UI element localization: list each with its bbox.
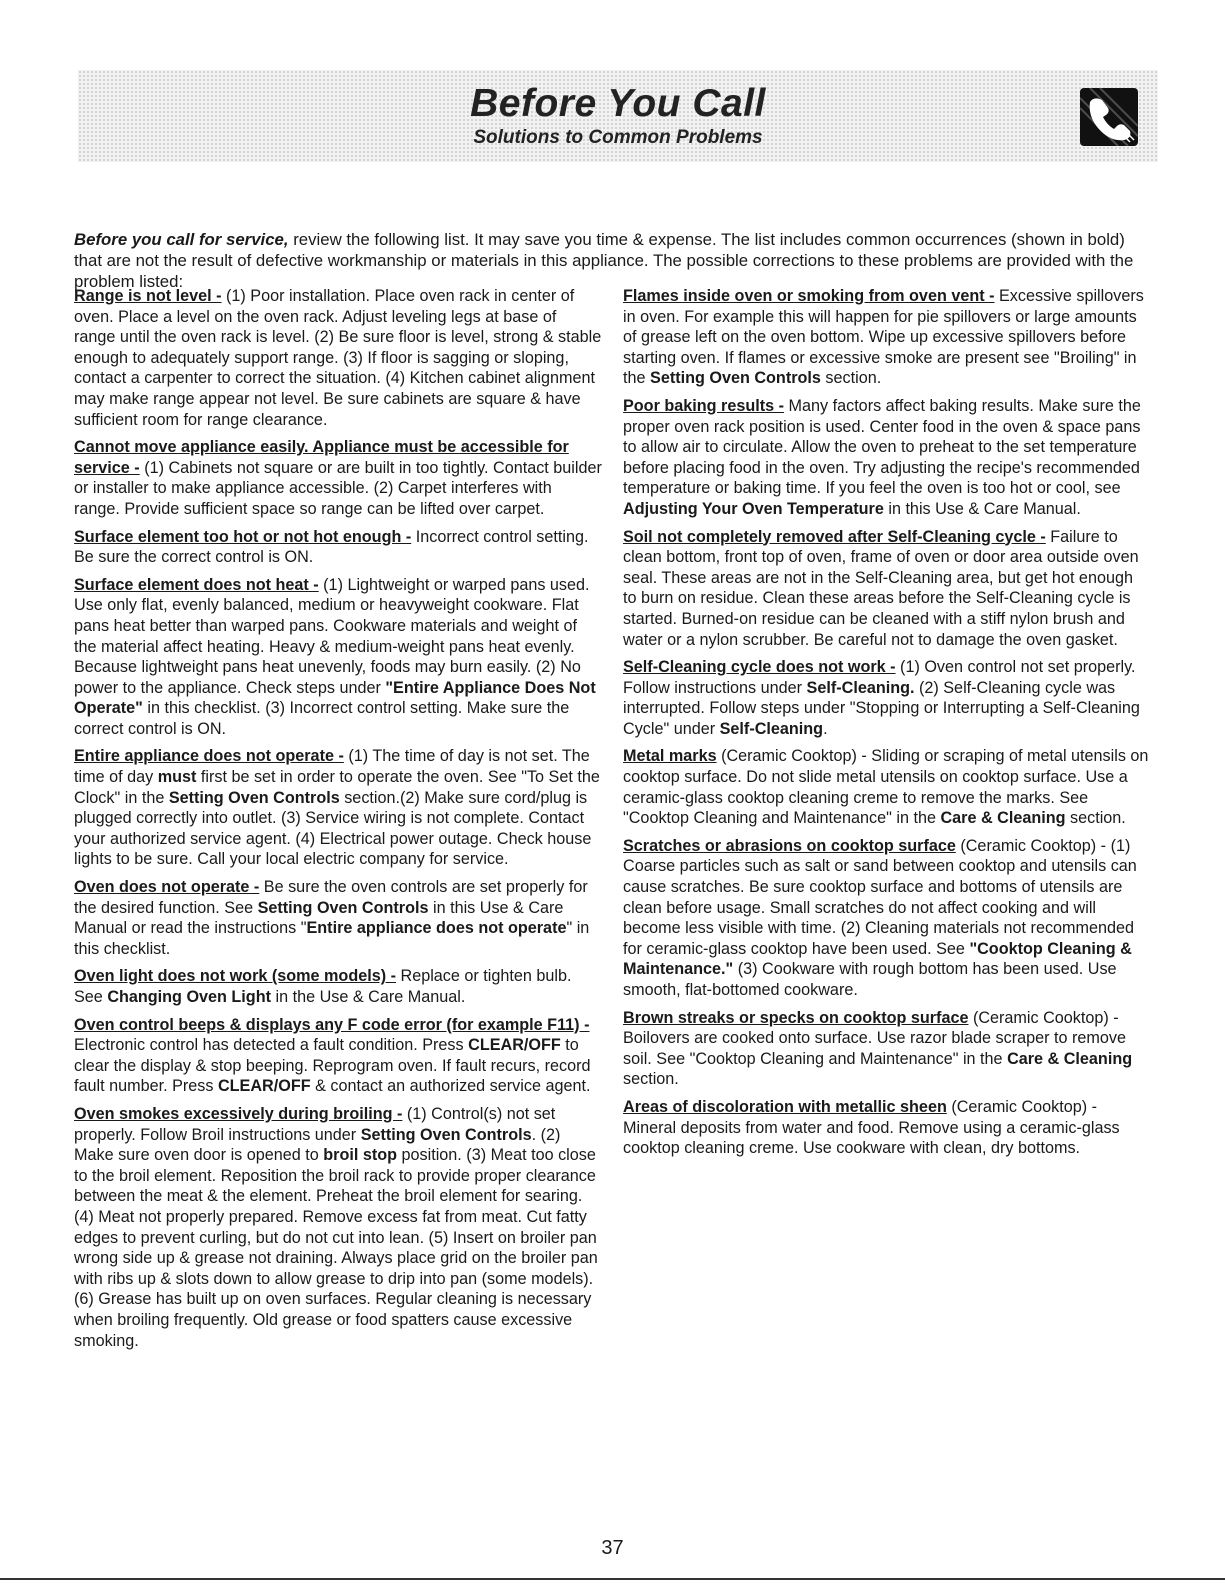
solution-text: & contact an authorized service agent. <box>310 1077 591 1096</box>
solution-text: to clear the display & stop beeping. Reprogram oven. If fault recurs, record fault number. Press <box>74 1036 591 1096</box>
right-column <box>623 286 1149 1166</box>
problem-entry <box>623 1008 1149 1090</box>
problem-entry <box>74 877 602 959</box>
solution-text: Replace or tighten bulb. See <box>74 967 572 1006</box>
solution-text: . <box>823 719 828 738</box>
problem-entry <box>623 286 1149 389</box>
intro-paragraph <box>74 229 1154 292</box>
bold-reference: Care & Cleaning <box>940 809 1066 828</box>
solution-text: (1) Lightweight or warped pans used. Use only flat, evenly balanced, medium or heavyweight cookware. Flat pans heat better than warped pans. Cookware materials and weight of the material affect heating. Heavy & medium-weight pans heat evenly. Because lightweight pans heat unevenly, foods may burn easily. (2) No power to the appliance. Check steps under <box>74 575 590 697</box>
problem-heading: Surface element too hot or not hot enough - <box>74 527 412 546</box>
solution-text: Be sure the oven controls are set properly for the desired function. See <box>74 878 588 917</box>
solution-text: (Ceramic Cooktop) - Mineral deposits from water and food. Remove using a ceramic-glass cooktop cleaning creme. Use cookware with clean, dry bottoms. <box>623 1097 1120 1158</box>
header-banner <box>78 70 1158 162</box>
bold-reference: Setting Oven Controls <box>168 788 340 807</box>
solution-text: section. <box>1065 809 1126 828</box>
solution-text: (Ceramic Cooktop) - Sliding or scraping of metal utensils on cooktop surface. Do not slide metal utensils on cooktop surface. Use a ceramic-glass cooktop cleaning creme to remove the marks. See "Cooktop Cleaning and Maintenance" in the <box>623 747 1149 828</box>
solution-text: in this checklist. (3) Incorrect control setting. Make sure the correct control is ON. <box>74 699 570 738</box>
problem-entry <box>74 966 602 1007</box>
problem-entry <box>623 746 1149 828</box>
problem-heading: Oven light does not work (some models) - <box>74 967 396 986</box>
solution-text: section. <box>623 1070 679 1089</box>
problem-heading: Entire appliance does not operate - <box>74 747 344 766</box>
problem-heading: Self-Cleaning cycle does not work - <box>623 658 896 677</box>
problem-entry <box>74 1015 602 1097</box>
solution-text: section.(2) Make sure cord/plug is plugged correctly into outlet. (3) Service wiring is not complete. Contact your authorized service agent. (4) Electrical power outage. Check house lights to be sure. Call your local electric company for service. <box>74 788 592 869</box>
problem-heading: Oven smokes excessively during broiling - <box>74 1104 403 1123</box>
solution-text: Excessive spillovers in oven. For example this will happen for pie spillovers or large amounts of grease left on the oven bottom. Wipe up excessive spillovers before starting oven. If flames or excessive smoke are present see "Broiling" in the <box>623 287 1144 388</box>
solution-text: in this Use & Care Manual or read the instructions " <box>74 898 564 938</box>
solution-text: (Ceramic Cooktop) - (1) Coarse particles such as salt or sand between cooktop and utensils can cause scratches. Be sure cooktop surface and bottoms of utensils are clean before usage. Small scratches do not affect cooking and will become less visible with time. (2) Cleaning materials not recommended for ceramic-glass cooktop have been used. See <box>623 836 1137 958</box>
bold-reference: CLEAR/OFF <box>468 1036 561 1055</box>
solution-text: first be set in order to operate the oven. See "To Set the Clock" in the <box>74 768 600 807</box>
solution-text: (1) Cabinets not square or are built in too tightly. Contact builder or installer to make appliance accessible. (2) Carpet interferes with range. Provide sufficient space so range can be lifted over carpet. <box>74 458 602 518</box>
problem-heading: Flames inside oven or smoking from oven vent - <box>623 287 995 305</box>
intro-lead: Before you call for service, <box>74 229 289 249</box>
solution-text: section. <box>820 369 882 388</box>
problem-entry <box>623 657 1149 739</box>
problem-entry <box>74 1104 602 1351</box>
problem-heading: Oven control beeps & displays any F code error (for example F11) - <box>74 1015 590 1034</box>
problem-entry <box>623 396 1149 520</box>
solution-text: in the Use & Care Manual. <box>270 988 466 1006</box>
solution-text: Failure to clean bottom, front top of oven, frame of oven or door area outside oven seal. These areas are not in the Self-Cleaning area, but get hot enough to burn on residue. Clean these areas before the Self-Cleaning cycle is started. Burned-on residue can be cleaned with a stiff nylon brush and water or a nylon scrubber. Be careful not to damage the oven gasket. <box>623 527 1139 649</box>
problem-entry <box>74 746 602 870</box>
solution-text: (3) Cookware with rough bottom has been used. Use smooth, flat-bottomed cookware. <box>623 960 1117 999</box>
problem-entry <box>74 286 602 430</box>
problem-entry <box>623 836 1149 1001</box>
bold-reference: Adjusting Your Oven Temperature <box>623 499 884 518</box>
solution-text: Electronic control has detected a fault condition. Press <box>74 1036 469 1055</box>
solution-text: (1) Oven control not set properly. Follow instructions under <box>623 658 1136 697</box>
bold-reference: Changing Oven Light <box>107 988 271 1006</box>
problem-entry <box>623 527 1149 651</box>
solution-text: (1) Control(s) not set properly. Follow Broil instructions under <box>74 1104 556 1144</box>
solution-text: Incorrect control setting. Be sure the correct control is ON. <box>74 527 589 567</box>
problem-entry <box>74 575 602 740</box>
page-number: 37 <box>601 1537 624 1559</box>
problem-heading: Cannot move appliance easily. Appliance must be accessible for service - <box>74 438 569 477</box>
bold-reference: "Cooktop Cleaning & Maintenance." <box>623 939 1132 979</box>
problem-heading: Poor baking results - <box>623 396 785 415</box>
bold-reference: Self-Cleaning. <box>806 678 915 697</box>
bold-reference: Care & Cleaning <box>1007 1049 1133 1068</box>
problem-heading: Oven does not operate - <box>74 878 260 897</box>
solution-text: " in this checklist. <box>74 919 590 958</box>
left-column <box>74 286 602 1358</box>
problem-heading: Range is not level - <box>74 287 222 305</box>
bold-reference: Setting Oven Controls <box>360 1125 532 1144</box>
solution-text: (2) Self-Cleaning cycle was interrupted. Follow steps under "Stopping or Interrupting a Self-Cleaning Cycle" under <box>623 678 1140 738</box>
problem-entry <box>623 1097 1149 1159</box>
page-subtitle: Solutions to Common Problems <box>473 127 763 148</box>
problem-heading: Areas of discoloration with metallic sheen <box>623 1097 947 1116</box>
bold-reference: CLEAR/OFF <box>217 1077 311 1096</box>
problem-entry <box>74 527 602 568</box>
problem-heading: Metal marks <box>623 747 717 766</box>
bold-reference: Self-Cleaning <box>719 719 824 738</box>
phone-icon <box>1080 88 1138 146</box>
bottom-rule <box>0 1578 1225 1580</box>
bold-reference: Setting Oven Controls <box>650 369 821 388</box>
solution-text: . (2) Make sure oven door is opened to <box>74 1125 561 1165</box>
solution-text: (1) The time of day is not set. The time of day <box>74 747 590 787</box>
bold-reference: Setting Oven Controls <box>257 898 429 917</box>
solution-text: (Ceramic Cooktop) - Boilovers are cooked onto surface. Use razor blade scraper to remove soil. See "Cooktop Cleaning and Maintenance" in the <box>623 1008 1126 1068</box>
bold-reference: broil stop <box>323 1146 398 1165</box>
solution-text: in this Use & Care Manual. <box>883 499 1081 518</box>
bold-reference: must <box>157 768 197 787</box>
problem-heading: Scratches or abrasions on cooktop surface <box>623 836 956 855</box>
solution-text: position. (3) Meat too close to the broil element. Reposition the broil rack to provide proper clearance between the meat & the element. Preheat the broil element for searing. (4) Meat not properly prepared. Remove excess fat from meat. Cut fatty edges to prevent curling, but do not cut into lean. (5) Insert on broiler pan wrong side up & grease not draining. Always place grid on the broiler pan with ribs up & slots down to allow grease to drip into pan (some models). (6) Grease has built up on oven surfaces. Regular cleaning is necessary when broiling frequently. Old grease or food spatters cause excessive smoking. <box>74 1146 598 1350</box>
intro-text: review the following list. It may save you time & expense. The list includes common occurrences (shown in bold) that are not the result of defective workmanship or materials in this appliance. The possible corrections to these problems are provided with the problem listed: <box>74 229 1134 291</box>
problem-heading: Brown streaks or specks on cooktop surface <box>623 1008 969 1027</box>
page-title: Before You Call <box>470 82 766 125</box>
problem-entry <box>74 437 602 519</box>
solution-text: (1) Poor installation. Place oven rack in center of oven. Place a level on the oven rack. Adjust leveling legs at base of range until the oven rack is level. (2) Be sure floor is level, strong & stable enough to adequately support range. (3) If floor is sagging or sloping, contact a carpenter to correct the situation. (4) Kitchen cabinet alignment may make range appear not level. Be sure cabinets are square & have sufficient room for range clearance. <box>74 287 602 429</box>
solution-text: Many factors affect baking results. Make sure the proper oven rack position is used. Center food in the oven & space pans to allow air to circulate. Allow the oven to preheat to the set temperature before placing food in the oven. Try adjusting the recipe's recommended temperature or baking time. If you feel the oven is too hot or cool, see <box>623 396 1141 498</box>
problem-heading: Surface element does not heat - <box>74 575 319 594</box>
bold-reference: Entire appliance does not operate <box>306 919 567 938</box>
problem-heading: Soil not completely removed after Self-Cleaning cycle - <box>623 527 1046 546</box>
bold-reference: "Entire Appliance Does Not Operate" <box>74 678 596 718</box>
